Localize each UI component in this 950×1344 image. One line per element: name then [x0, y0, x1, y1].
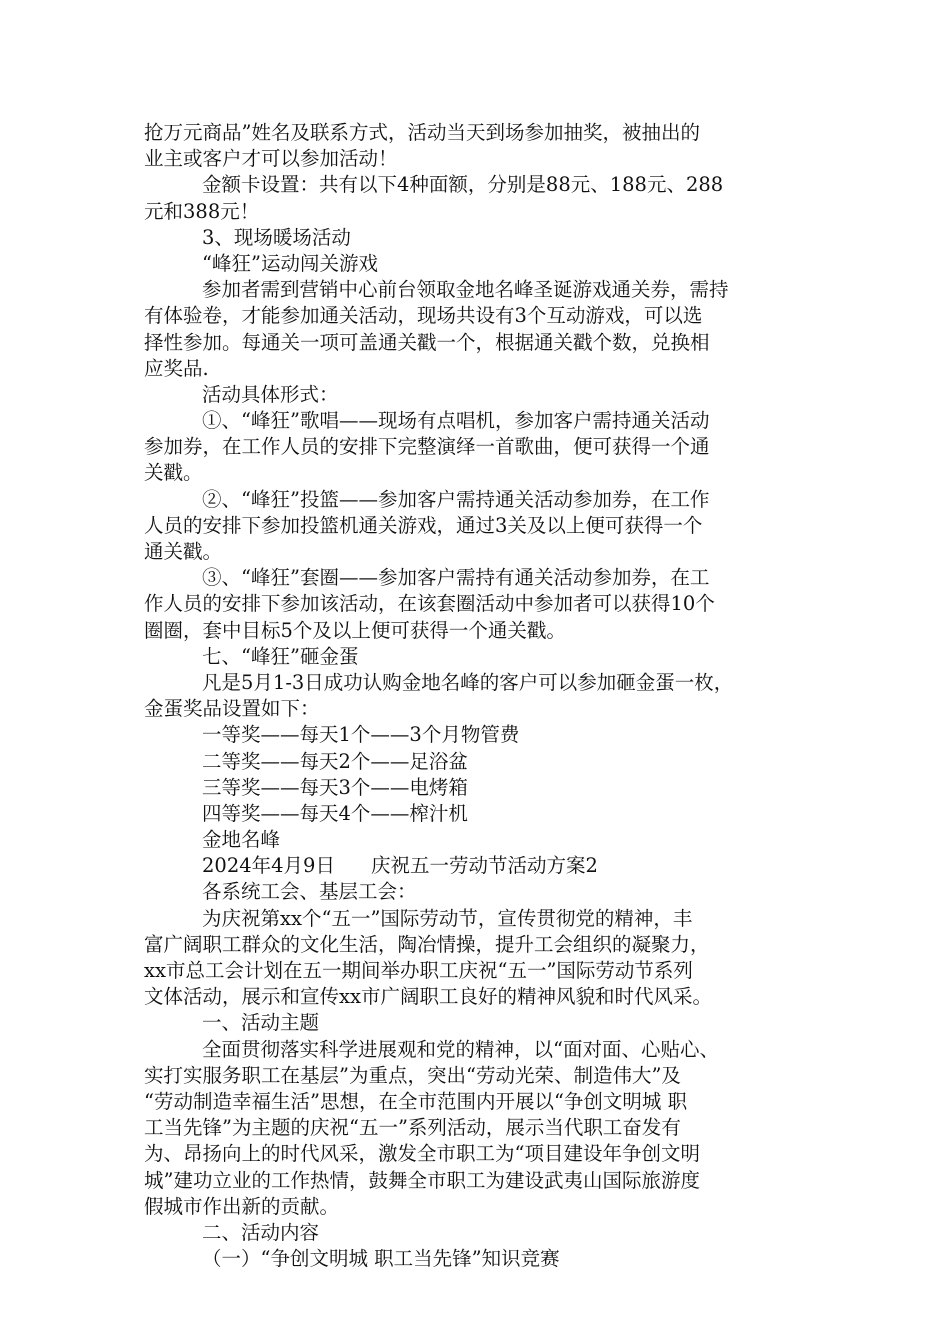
text-line: 四等奖——每天4个——榨汁机 — [202, 801, 468, 825]
text-line: 元和388元！ — [144, 199, 260, 223]
text-line: 二等奖——每天2个——足浴盆 — [202, 749, 468, 773]
document-body — [144, 120, 824, 1272]
text-line: “劳动制造幸福生活”思想，在全市范围内开展以“争创文明城 职 — [144, 1089, 688, 1113]
text-line: 3、现场暖场活动 — [202, 225, 351, 249]
text-line: 七、“峰狂”砸金蛋 — [202, 644, 359, 668]
text-line: （一）“争创文明城 职工当先锋”知识竞赛 — [202, 1247, 560, 1271]
text-line: 金额卡设置：共有以下4种面额，分别是88元、188元、288 — [202, 173, 724, 197]
text-line: 实打实服务职工在基层”为重点，突出“劳动光荣、制造伟大”及 — [144, 1063, 681, 1087]
text-line: 人员的安排下参加投篮机通关游戏，通过3关及以上便可获得一个 — [144, 513, 703, 537]
text-line: ②、“峰狂”投篮——参加客户需持通关活动参加券，在工作 — [202, 487, 710, 511]
text-line: 为庆祝第xx个“五一”国际劳动节，宣传贯彻党的精神，丰 — [202, 906, 693, 930]
text-line: 全面贯彻落实科学进展观和党的精神，以“面对面、心贴心、 — [202, 1037, 719, 1061]
text-line: 为、昂扬向上的时代风采，激发全市职工为“项目建设年争创文明 — [144, 1142, 700, 1166]
text-line: 富广阔职工群众的文化生活，陶冶情操，提升工会组织的凝聚力， — [144, 932, 710, 956]
text-line: 作人员的安排下参加该活动，在该套圈活动中参加者可以获得10个 — [144, 592, 715, 616]
text-line: 应奖品. — [144, 356, 209, 380]
text-line: 凡是5月1-3日成功认购金地名峰的客户可以参加砸金蛋一枚， — [202, 670, 734, 694]
text-line: 二、活动内容 — [202, 1220, 320, 1244]
text-line: ①、“峰狂”歌唱——现场有点唱机，参加客户需持通关活动 — [202, 409, 710, 433]
text-line: 有体验卷，才能参加通关活动，现场共设有3个互动游戏，可以选 — [144, 304, 703, 328]
text-line: 活动具体形式： — [202, 382, 339, 406]
text-line: “峰狂”运动闯关游戏 — [202, 251, 378, 275]
document-date: 2024年4月9日 — [202, 854, 335, 878]
text-line: 一等奖——每天1个——3个月物管费 — [202, 723, 520, 747]
section-title: 庆祝五一劳动节活动方案2 — [370, 854, 598, 878]
text-line: 金地名峰 — [202, 828, 281, 852]
text-line: 业主或客户才可以参加活动！ — [144, 147, 398, 171]
text-line: 参加券，在工作人员的安排下完整演绎一首歌曲，便可获得一个通 — [144, 435, 710, 459]
text-line: 工当先锋”为主题的庆祝“五一”系列活动，展示当代职工奋发有 — [144, 1116, 681, 1140]
text-line: 抢万元商品”姓名及联系方式，活动当天到场参加抽奖，被抽出的 — [144, 121, 700, 144]
text-line: 择性参加。每通关一项可盖通关戳一个，根据通关戳个数，兑换相 — [144, 330, 710, 354]
text-line: xx市总工会计划在五一期间举办职工庆祝“五一”国际劳动节系列 — [144, 959, 693, 982]
text-block-1 — [144, 120, 824, 853]
text-line: 金蛋奖品设置如下： — [144, 697, 320, 721]
text-line: 各系统工会、基层工会： — [202, 880, 417, 904]
text-line: 圈圈，套中目标5个及以上便可获得一个通关戳。 — [144, 618, 566, 642]
text-line: 文体活动，展示和宣传xx市广阔职工良好的精神风貌和时代风采。 — [144, 985, 712, 1009]
text-line: 一、活动主题 — [202, 1011, 320, 1035]
text-line: 关戳。 — [144, 461, 203, 485]
text-line: 通关戳。 — [144, 540, 223, 563]
text-line: 假城市作出新的贡献。 — [144, 1194, 340, 1218]
text-block-2 — [144, 879, 824, 1272]
date-title-line — [144, 853, 824, 879]
text-line: ③、“峰狂”套圈——参加客户需持有通关活动参加券，在工 — [202, 566, 710, 590]
text-line: 参加者需到营销中心前台领取金地名峰圣诞游戏通关券，需持 — [202, 278, 729, 302]
text-line: 三等奖——每天3个——电烤箱 — [202, 775, 468, 799]
text-line: 城”建功立业的工作热情，鼓舞全市职工为建设武夷山国际旅游度 — [144, 1168, 700, 1192]
